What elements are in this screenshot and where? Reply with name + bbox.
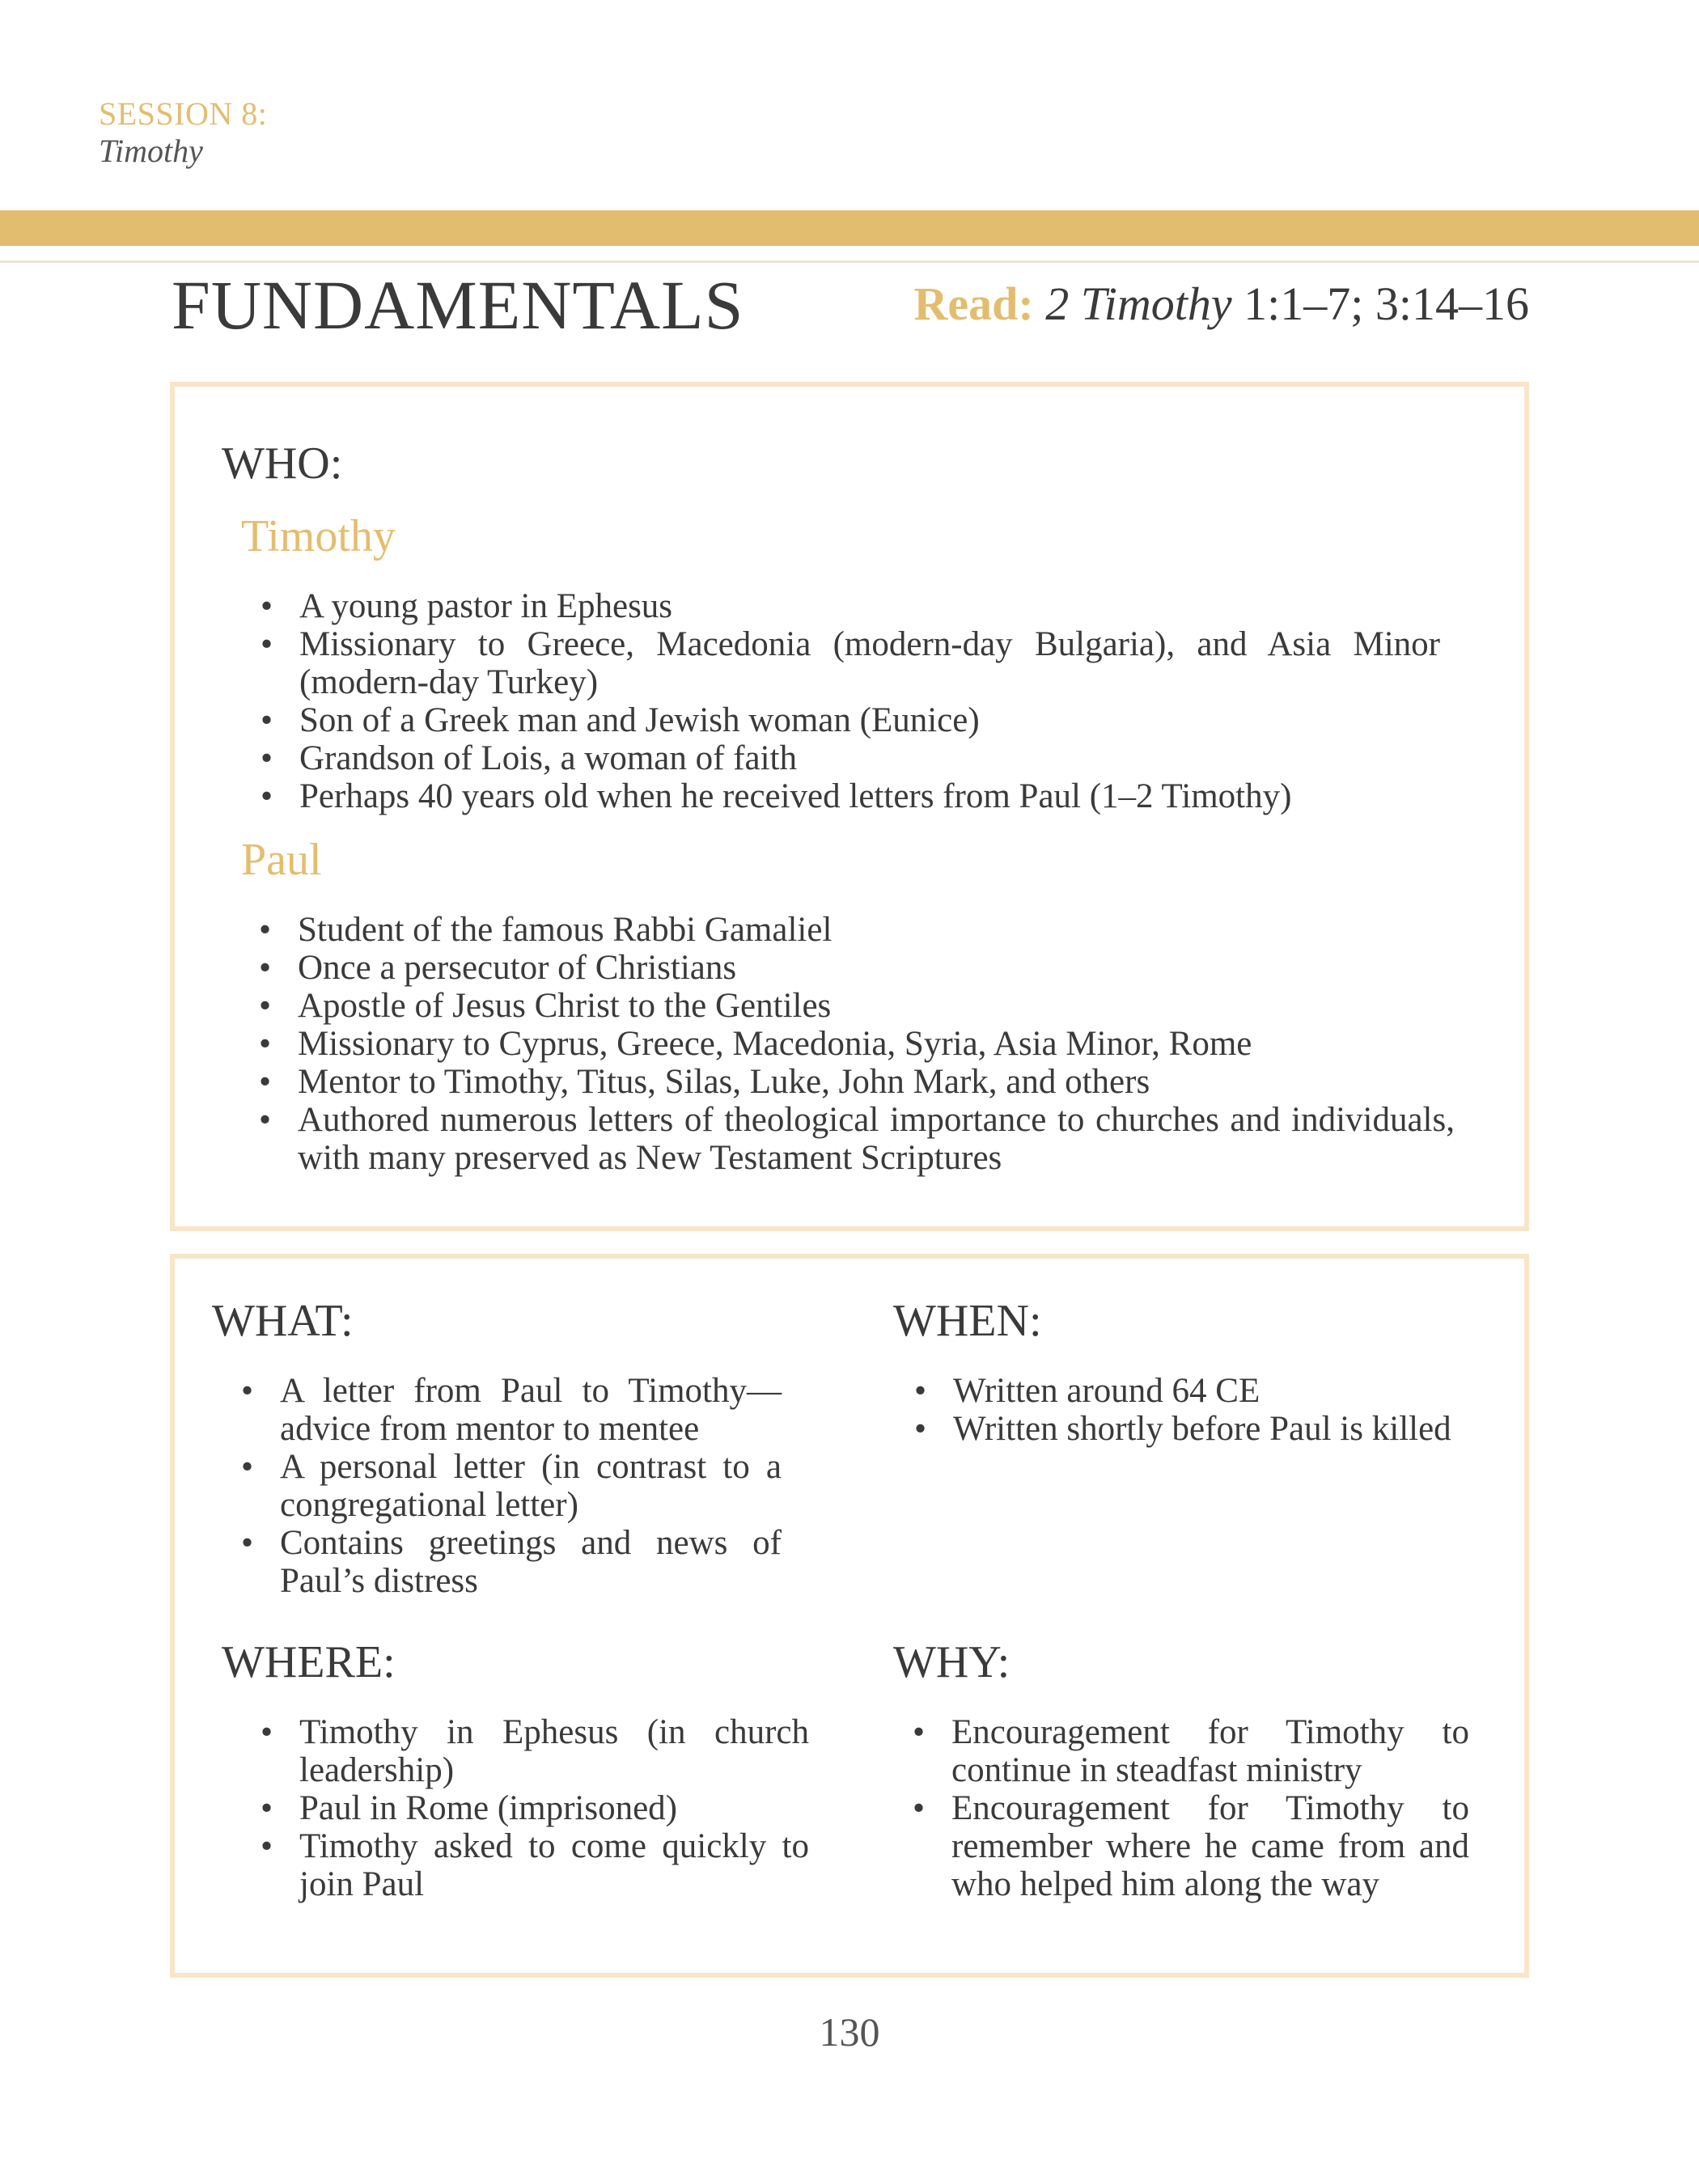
read-verses: 1:1–7; 3:14–16 [1244,277,1529,330]
list-item: • A personal letter (in contrast to a congregational letter) [239,1448,782,1524]
why-list [911,1713,1469,1903]
list-item: • Written around 64 CE [913,1372,1471,1410]
what-when-where-why-box [170,1254,1529,1978]
who-box [170,382,1529,1231]
what-heading: WHAT: [212,1296,354,1346]
list-item: • Student of the famous Rabbi Gamaliel [257,911,1455,949]
paul-list [257,911,1455,1177]
who-heading: WHO: [222,438,343,489]
list-item: • Apostle of Jesus Christ to the Gentiles [257,987,1455,1025]
list-item: • A young pastor in Ephesus [259,587,1440,625]
list-item: • Once a persecutor of Christians [257,949,1455,987]
list-item: • Mentor to Timothy, Titus, Silas, Luke, John Mark, and others [257,1063,1455,1101]
list-item: • Contains greetings and news of Paul’s distress [239,1524,782,1600]
where-heading: WHERE: [222,1637,396,1687]
list-item: • Perhaps 40 years old when he received letters from Paul (1–2 Timothy) [259,777,1440,815]
list-item: • Timothy in Ephesus (in church leadership) [259,1713,809,1789]
why-heading: WHY: [893,1637,1011,1687]
read-book: 2 Timothy [1045,277,1232,330]
list-item: • Encouragement for Timothy to remember where he came from and who helped him along the way [911,1789,1469,1903]
session-label: SESSION 8: [99,95,268,132]
list-item: • Grandson of Lois, a woman of faith [259,739,1440,777]
list-item: • Authored numerous letters of theological importance to churches and individuals, with many preserved as New Testament Scriptures [257,1101,1455,1177]
list-item: • Encouragement for Timothy to continue in steadfast ministry [911,1713,1469,1789]
list-item: • Son of a Greek man and Jewish woman (Eunice) [259,701,1440,739]
list-item: • Timothy asked to come quickly to join Paul [259,1827,809,1903]
session-header [99,95,267,170]
list-item: • Missionary to Cyprus, Greece, Macedonia, Syria, Asia Minor, Rome [257,1025,1455,1063]
timothy-heading: Timothy [241,511,396,561]
timothy-list [259,587,1440,815]
gold-header-band [0,210,1699,246]
paul-heading: Paul [241,835,322,885]
list-item: • Missionary to Greece, Macedonia (modern-day Bulgaria), and Asia Minor (modern-day Turkey) [259,625,1440,701]
when-list [913,1372,1471,1448]
where-list [259,1713,809,1903]
list-item: • A letter from Paul to Timothy—advice from mentor to mentee [239,1372,782,1448]
when-heading: WHEN: [893,1296,1042,1346]
session-name: Timothy [99,133,203,169]
read-reference [914,272,1529,336]
read-label: Read: [913,277,1034,330]
list-item: • Written shortly before Paul is killed [913,1410,1471,1448]
what-list [239,1372,782,1600]
list-item: • Paul in Rome (imprisoned) [259,1789,809,1827]
page-title: FUNDAMENTALS [172,266,744,344]
page-number: 130 [819,2009,880,2055]
